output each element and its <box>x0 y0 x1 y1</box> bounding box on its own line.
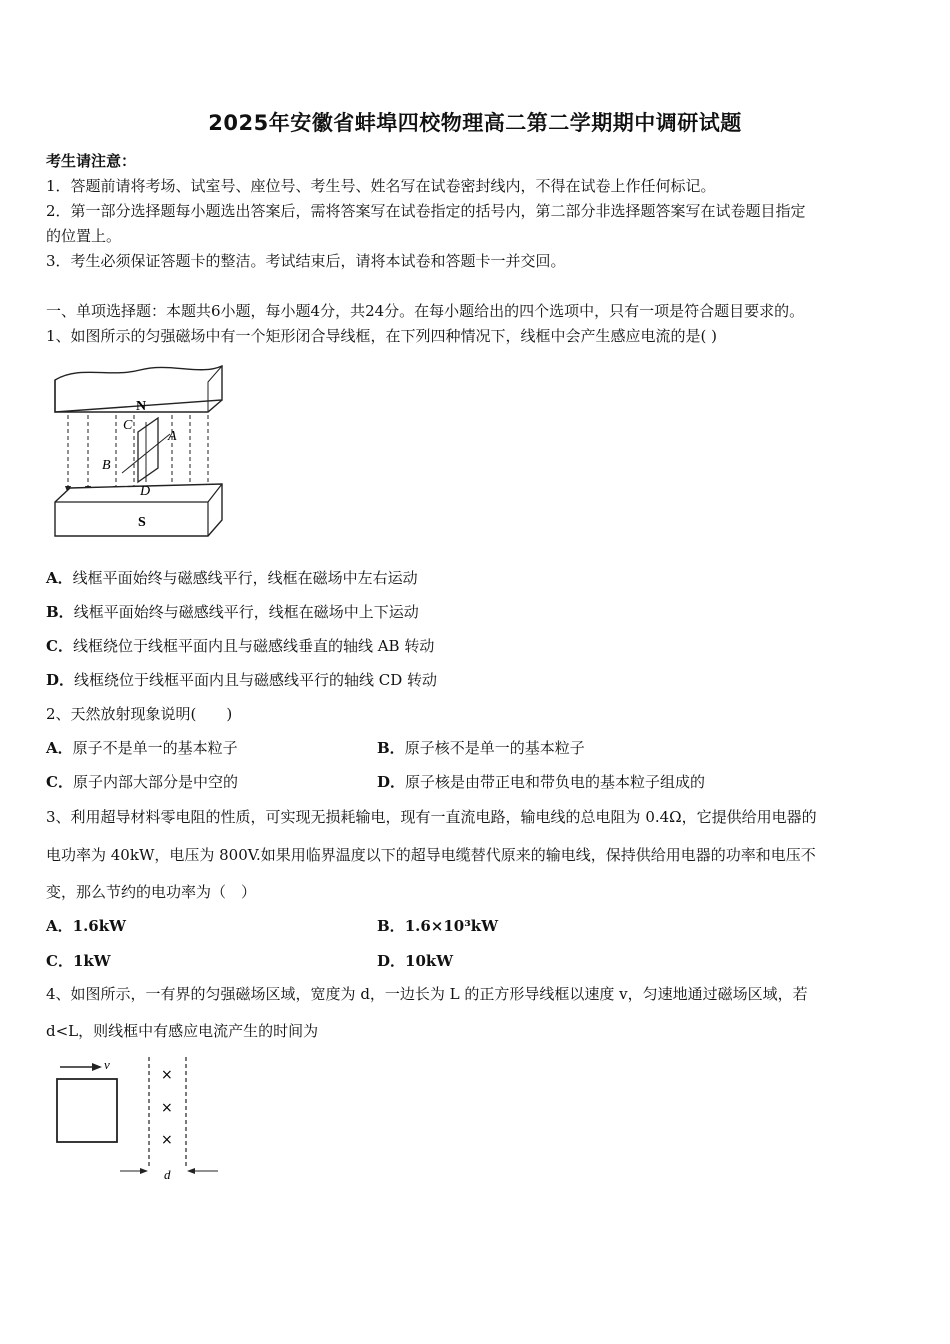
q3-option-b: B．1.6×10³kW <box>377 917 499 935</box>
figure-label-c: C <box>123 418 133 433</box>
section-heading: 一、单项选择题：本题共6小题，每小题4分，共24分。在每小题给出的四个选项中，只有一项是符合题目要求的。 <box>46 302 805 320</box>
q1-option-d: D．线框绕位于线框平面内且与磁感线平行的轴线 CD 转动 <box>46 671 438 689</box>
q2-option-c: C．原子内部大部分是中空的 <box>46 773 238 791</box>
q3-option-a: A．1.6kW <box>46 917 126 935</box>
figure-label-d: D <box>140 484 151 499</box>
magnet-figure <box>50 360 230 545</box>
field-cross: × <box>161 1100 173 1116</box>
field-cross: × <box>161 1132 173 1148</box>
question-3-line: 电功率为 40kW，电压为 800V.如果用临界温度以下的超导电缆替代原来的输电线，保持供给用电器的功率和电压不 <box>46 846 816 864</box>
figure-label-s: S <box>138 515 146 530</box>
q1-option-b: B．线框平面始终与磁感线平行，线框在磁场中上下运动 <box>46 603 419 621</box>
notice-item: 1．答题前请将考场、试室号、座位号、考生号、姓名写在试卷密封线内，不得在试卷上作任何标记。 <box>46 177 716 195</box>
q2-option-b: B．原子核不是单一的基本粒子 <box>377 739 585 757</box>
question-3-line: 变，那么节约的电功率为（ ） <box>46 883 257 901</box>
notice-item: 的位置上。 <box>46 227 122 245</box>
question-3-line: 3、利用超导材料零电阻的性质，可实现无损耗输电，现有一直流电路，输电线的总电阻为 0.4Ω，它提供给用电器的 <box>46 808 817 826</box>
notice-heading: 考生请注意： <box>46 152 137 170</box>
q2-option-a: A．原子不是单一的基本粒子 <box>46 739 238 757</box>
q2-option-d: D．原子核是由带正电和带负电的基本粒子组成的 <box>377 773 706 791</box>
q3-option-d: D．10kW <box>377 952 454 970</box>
notice-item: 3．考生必须保证答题卡的整洁。考试结束后，请将本试卷和答题卡一并交回。 <box>46 252 566 270</box>
q1-option-a: A．线框平面始终与磁感线平行，线框在磁场中左右运动 <box>46 569 418 587</box>
question-2-stem: 2、天然放射现象说明( ) <box>46 705 233 723</box>
question-4-line: d<L，则线框中有感应电流产生的时间为 <box>46 1022 319 1040</box>
field-cross: × <box>161 1067 173 1083</box>
field-region-figure <box>52 1055 227 1185</box>
figure-label-v: v <box>104 1057 110 1072</box>
q1-option-c: C．线框绕位于线框平面内且与磁感线垂直的轴线 AB 转动 <box>46 637 435 655</box>
figure-label-b: B <box>102 458 111 473</box>
notice-item: 2．第一部分选择题每小题选出答案后，需将答案写在试卷指定的括号内，第二部分非选择题答案写在试卷题目指定 <box>46 202 806 220</box>
figure-label-d: d <box>164 1167 171 1182</box>
figure-label-n: N <box>136 399 147 414</box>
question-1-stem: 1、如图所示的匀强磁场中有一个矩形闭合导线框，在下列四种情况下，线框中会产生感应电流的是( ) <box>46 327 718 345</box>
q3-option-c: C．1kW <box>46 952 111 970</box>
page-title: 2025年安徽省蚌埠四校物理高二第二学期期中调研试题 <box>208 111 742 135</box>
figure-label-a: A <box>168 429 177 444</box>
question-4-line: 4、如图所示，一有界的匀强磁场区域，宽度为 d，一边长为 L 的正方形导线框以速度 v，匀速地通过磁场区域，若 <box>46 985 808 1003</box>
